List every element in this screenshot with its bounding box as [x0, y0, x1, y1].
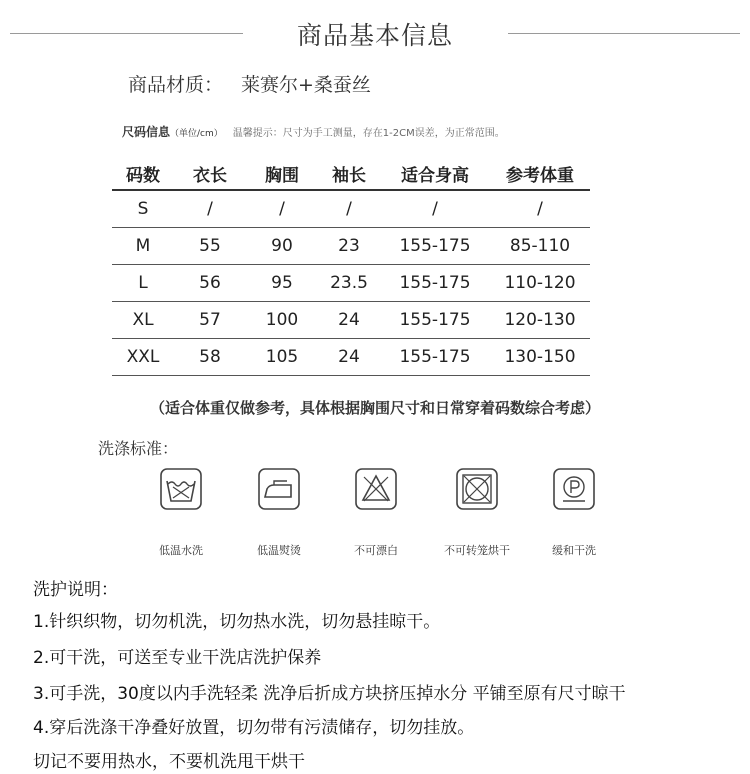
no-tumble-dry-icon [456, 468, 498, 510]
wash-label-no-tumble-dry: 不可转笼烘干 [444, 544, 510, 557]
table-row [112, 339, 590, 376]
table-cell: / [380, 190, 490, 228]
table-cell: S [112, 190, 174, 228]
table-cell: M [112, 228, 174, 265]
table-cell: 24 [318, 339, 380, 376]
size-table-header-row [112, 157, 590, 190]
size-table [112, 157, 590, 376]
material-label: 商品材质： [128, 74, 224, 96]
dry-clean-p-icon [553, 468, 595, 510]
table-cell: / [174, 190, 246, 228]
table-row [112, 228, 590, 265]
table-cell: / [490, 190, 590, 228]
table-cell: 130-150 [490, 339, 590, 376]
table-cell: XXL [112, 339, 174, 376]
table-cell: 90 [246, 228, 318, 265]
care-line-4: 4.穿后洗涤干净叠好放置，切勿带有污渍储存，切勿挂放。 [33, 718, 475, 738]
table-cell: 23 [318, 228, 380, 265]
wash-label-low-temp-wash: 低温水洗 [159, 544, 203, 557]
wash-title: 洗涤标准： [98, 439, 179, 458]
col-header-sleeve: 袖长 [318, 157, 380, 190]
table-cell: 105 [246, 339, 318, 376]
care-line-2: 2.可干洗，可送至专业干洗店洗护保养 [33, 648, 322, 668]
table-cell: 120-130 [490, 302, 590, 339]
size-info-label: 尺码信息 [122, 125, 171, 139]
table-row [112, 190, 590, 228]
table-cell: 100 [246, 302, 318, 339]
table-cell: / [246, 190, 318, 228]
table-cell: 55 [174, 228, 246, 265]
table-cell: XL [112, 302, 174, 339]
care-line-5: 切记不要用热水，不要机洗甩干烘干 [33, 752, 305, 772]
table-cell: 57 [174, 302, 246, 339]
table-cell: 155-175 [380, 302, 490, 339]
size-info-header [122, 123, 505, 140]
table-cell: 24 [318, 302, 380, 339]
wash-label-low-temp-iron: 低温熨烫 [257, 544, 301, 557]
col-header-size: 码数 [112, 157, 174, 190]
wash-label-no-bleach: 不可漂白 [354, 544, 398, 557]
table-row [112, 302, 590, 339]
table-cell: 95 [246, 265, 318, 302]
wash-label-gentle-dry-clean: 缓和干洗 [552, 544, 596, 557]
material-row [128, 70, 371, 97]
weight-note: （适合体重仅做参考，具体根据胸围尺寸和日常穿着码数综合考虑） [149, 399, 600, 417]
table-cell: 85-110 [490, 228, 590, 265]
no-bleach-icon [355, 468, 397, 510]
table-cell: 155-175 [380, 265, 490, 302]
care-title: 洗护说明： [33, 580, 118, 600]
size-info-tip: 温馨提示：尺寸为手工测量，存在1-2CM误差，为正常范围。 [232, 128, 505, 139]
table-cell: 155-175 [380, 228, 490, 265]
col-header-height: 适合身高 [380, 157, 490, 190]
care-line-1: 1.针织织物，切勿机洗，切勿热水洗，切勿悬挂晾干。 [33, 612, 441, 632]
table-cell: 56 [174, 265, 246, 302]
table-cell: 110-120 [490, 265, 590, 302]
iron-icon [258, 468, 300, 510]
page-title: 商品基本信息 [296, 21, 453, 50]
col-header-weight: 参考体重 [490, 157, 590, 190]
material-value: 莱赛尔+桑蚕丝 [241, 74, 371, 96]
care-line-3: 3.可手洗，30度以内手洗轻柔 洗净后折成方块挤压掉水分 平铺至原有尺寸晾干 [33, 684, 626, 704]
col-header-chest: 胸围 [246, 157, 318, 190]
table-cell: / [318, 190, 380, 228]
table-cell: 155-175 [380, 339, 490, 376]
table-row [112, 265, 590, 302]
table-cell: 58 [174, 339, 246, 376]
table-cell: 23.5 [318, 265, 380, 302]
size-info-unit: （单位/cm） [170, 129, 223, 139]
table-cell: L [112, 265, 174, 302]
col-header-length: 衣长 [174, 157, 246, 190]
wash-tub-icon [160, 468, 202, 510]
